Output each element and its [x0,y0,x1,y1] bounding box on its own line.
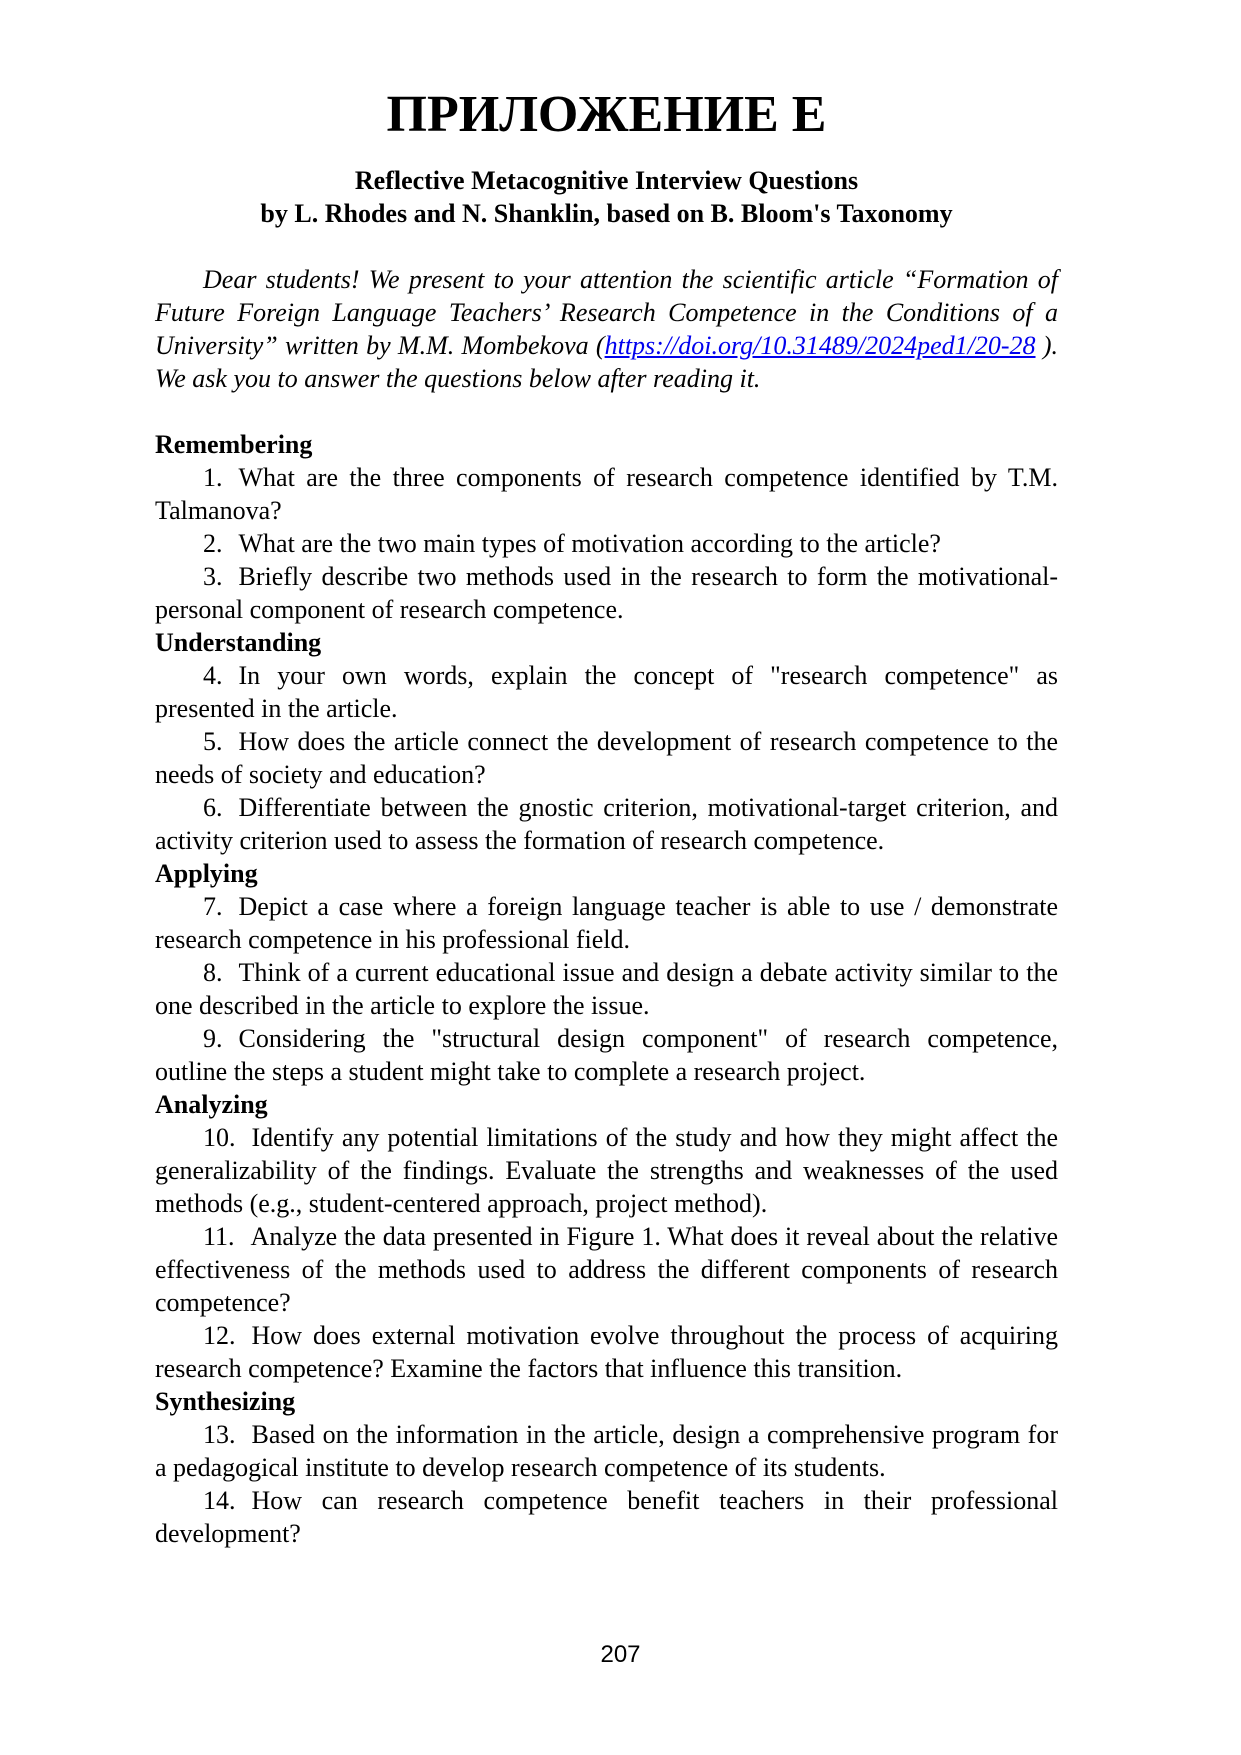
question-item [155,791,1058,857]
question-text: In your own words, explain the concept of "research competence" as presented in the article. [155,661,1058,723]
question-number: 12. [203,1321,236,1350]
question-item [155,1484,1058,1550]
question-number: 14. [203,1486,236,1515]
question-item [155,890,1058,956]
document-title-line1: Reflective Metacognitive Interview Questions [354,166,859,195]
question-item [155,956,1058,1022]
section-heading: Analyzing [155,1090,268,1119]
question-item [155,1220,1058,1319]
question-number: 13. [203,1420,236,1449]
question-text: Considering the "structural design component" of research competence, outline the steps a student might take to complete a research project. [155,1024,1058,1086]
question-number: 1. [203,463,223,492]
questions-list [155,428,1058,1550]
page-number: 207 [600,1641,641,1668]
document-body [155,86,1058,1550]
question-number: 10. [203,1123,236,1152]
question-item [155,527,1058,560]
question-item [155,1319,1058,1385]
question-text: Based on the information in the article, design a comprehensive program for a pedagogical institute to develop research competence of its students. [155,1420,1058,1482]
question-number: 8. [203,958,223,987]
question-text: Think of a current educational issue and design a debate activity similar to the one described in the article to explore the issue. [155,958,1058,1020]
section-heading: Understanding [155,628,322,657]
intro-text-after-link: ). We ask you to answer the questions below after reading it. [155,331,1058,393]
question-item [155,1022,1058,1088]
section-heading: Synthesizing [155,1387,296,1416]
section-heading: Remembering [155,430,313,459]
question-text: Briefly describe two methods used in the research to form the motivational-personal component of research competence. [155,562,1058,624]
question-text: How does the article connect the development of research competence to the needs of society and education? [155,727,1058,789]
question-item [155,461,1058,527]
document-title-line2: by L. Rhodes and N. Shanklin, based on B. Bloom's Taxonomy [260,199,953,228]
section-heading: Applying [155,859,258,888]
question-item [155,1418,1058,1484]
question-text: Differentiate between the gnostic criterion, motivational-target criterion, and activity criterion used to assess the formation of research competence. [155,793,1058,855]
question-item [155,659,1058,725]
question-text: Identify any potential limitations of the study and how they might affect the generalizability of the findings. Evaluate the strengths and weaknesses of the used methods (e.g., student-centered approach, project method). [155,1123,1058,1218]
appendix-label: ПРИЛОЖЕНИЕ Е [386,86,827,143]
question-item [155,560,1058,626]
question-text: Depict a case where a foreign language teacher is able to use / demonstrate research competence in his professional field. [155,892,1058,954]
intro-paragraph [155,263,1058,395]
intro-text-before-link: Dear students! We present to your attention the scientific article “Formation of Future Foreign Language Teachers’ Research Competence in the Conditions of a University” written by M.M. Mombekova ( [155,265,1058,360]
question-number: 7. [203,892,223,921]
question-number: 11. [203,1222,235,1251]
question-number: 2. [203,529,223,558]
doi-link[interactable]: https://doi.org/10.31489/2024ped1/20-28 [604,331,1036,360]
question-number: 5. [203,727,223,756]
question-text: What are the three components of research competence identified by T.M. Talmanova? [155,463,1058,525]
document-title [155,164,1058,230]
question-number: 3. [203,562,223,591]
question-number: 9. [203,1024,223,1053]
question-text: How does external motivation evolve throughout the process of acquiring research competence? Examine the factors that influence this transition. [155,1321,1058,1383]
question-text: How can research competence benefit teachers in their professional development? [155,1486,1058,1548]
question-text: Analyze the data presented in Figure 1. What does it reveal about the relative effectiveness of the methods used to address the different components of research competence? [155,1222,1058,1317]
question-item [155,1121,1058,1220]
question-number: 4. [203,661,223,690]
question-number: 6. [203,793,223,822]
question-item [155,725,1058,791]
question-text: What are the two main types of motivation according to the article? [238,529,941,558]
